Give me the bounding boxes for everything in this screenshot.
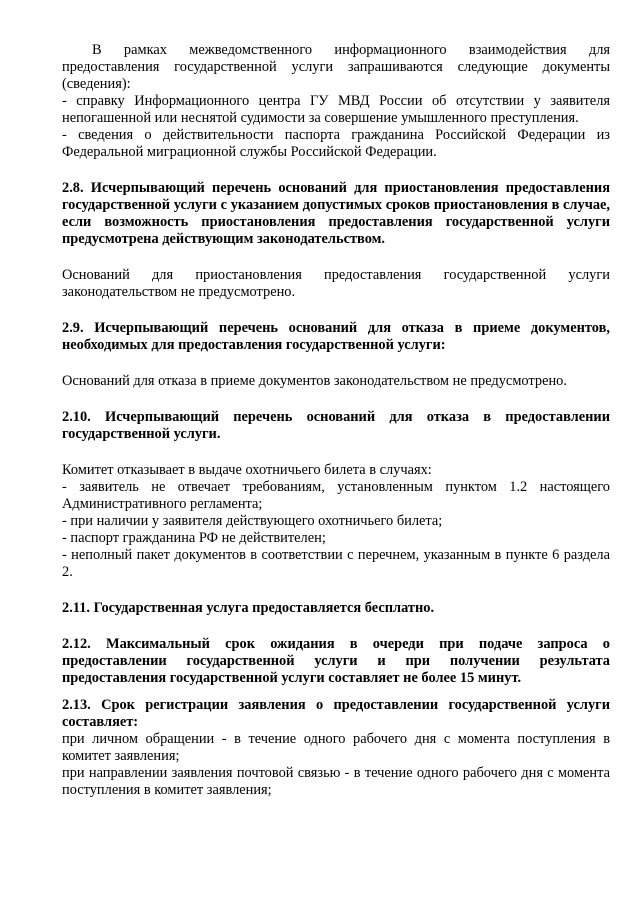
- intro-paragraph: В рамках межведомственного информационного взаимодействия для предоставления государственной услуги запрашиваются следующие документы (сведения):: [62, 42, 610, 92]
- section-2-10-lead: Комитет отказывает в выдаче охотничьего билета в случаях:: [62, 462, 432, 478]
- section-2-13-heading: 2.13. Срок регистрации заявления о предоставлении государственной услуги составляет:: [62, 697, 610, 730]
- section-2-9-heading: 2.9. Исчерпывающий перечень оснований для отказа в приеме документов, необходимых для предоставления государственной услуги:: [62, 320, 610, 353]
- intro-list-item: - сведения о действительности паспорта гражданина Российской Федерации из Федеральной миграционной службы Российской Федерации.: [62, 127, 610, 160]
- section-2-10-list-item: - при наличии у заявителя действующего охотничьего билета;: [62, 513, 443, 529]
- section-2-10-list-item: - заявитель не отвечает требованиям, установленным пунктом 1.2 настоящего Административного регламента;: [62, 479, 610, 512]
- section-2-13-list-item: при направлении заявления почтовой связью - в течение одного рабочего дня с момента поступления в комитет заявления;: [62, 765, 610, 798]
- section-2-10-list-item: - паспорт гражданина РФ не действителен;: [62, 530, 326, 546]
- document-page: [62, 42, 610, 799]
- section-2-8-body: Оснований для приостановления предоставления государственной услуги законодательством не предусмотрено.: [62, 267, 610, 300]
- section-2-9-body: Оснований для отказа в приеме документов законодательством не предусмотрено.: [62, 373, 567, 389]
- section-2-12-heading: 2.12. Максимальный срок ожидания в очереди при подаче запроса о предоставлении государственной услуги и при получении результата предоставления государственной услуги составляет не более 15 минут.: [62, 636, 610, 686]
- section-2-13-list-item: при личном обращении - в течение одного рабочего дня с момента поступления в комитет заявления;: [62, 731, 610, 764]
- section-2-11-heading: 2.11. Государственная услуга предоставляется бесплатно.: [62, 600, 435, 616]
- intro-list-item: - справку Информационного центра ГУ МВД России об отсутствии у заявителя непогашенной или неснятой судимости за совершение умышленного преступления.: [62, 93, 610, 126]
- section-2-8-heading: 2.8. Исчерпывающий перечень оснований для приостановления предоставления государственной услуги с указанием допустимых сроков приостановления в случае, если возможность приостановления предоставления государственной услуги предусмотрена действующим законодательством.: [62, 180, 610, 247]
- section-2-10-list-item: - неполный пакет документов в соответствии с перечнем, указанным в пункте 6 раздела 2.: [62, 547, 610, 580]
- section-2-10-heading: 2.10. Исчерпывающий перечень оснований для отказа в предоставлении государственной услуги.: [62, 409, 610, 442]
